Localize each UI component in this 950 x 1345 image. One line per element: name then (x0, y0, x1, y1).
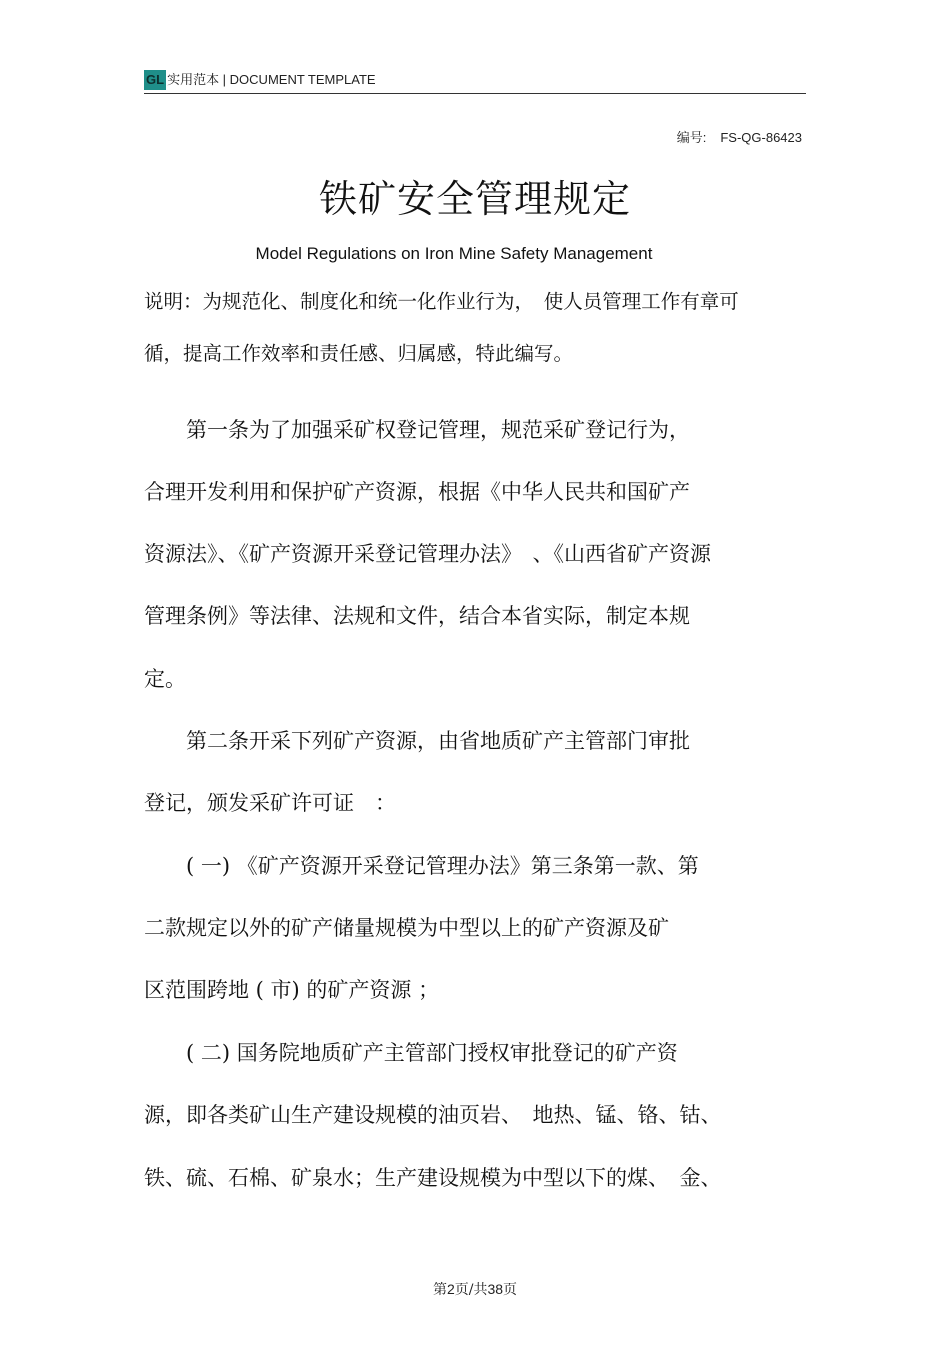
body-line-4: 合理开发利用和保护矿产资源，根据《中华人民共和国矿产 (144, 480, 690, 504)
body-line-10: ( 一) 《矿产资源开采登记管理办法》第三条第一款、第 (144, 854, 699, 878)
footer-suffix: 页 (503, 1282, 518, 1298)
body-line-8: 第二条开采下列矿产资源，由省地质矿产主管部门审批 (144, 729, 690, 753)
body-line-11: 二款规定以外的矿产储量规模为中型以上的矿产资源及矿 (144, 916, 669, 940)
body-line-13: ( 二) 国务院地质矿产主管部门授权审批登记的矿产资 (144, 1041, 678, 1065)
footer-total-pages: 38 (487, 1281, 504, 1297)
body-line-1: 说明：为规范化、制度化和统一化作业行为， 使人员管理工作有章可 (144, 290, 739, 313)
gl-logo: GL (144, 70, 166, 90)
page-header (144, 70, 806, 94)
footer-page-number: 2 (446, 1281, 455, 1297)
document-title: 铁矿安全管理规定 (318, 177, 631, 221)
body-line-7: 定。 (144, 667, 186, 691)
document-number-value: FS-QG-86423 (720, 130, 802, 145)
body-line-15: 铁、硫、石棉、矿泉水；生产建设规模为中型以下的煤、 金、 (144, 1166, 722, 1190)
body-line-2: 循，提高工作效率和责任感、归属感，特此编写。 (144, 342, 574, 365)
body-line-12: 区范围跨地 ( 市) 的矿产资源 ； (144, 978, 440, 1002)
body-line-3: 第一条为了加强采矿权登记管理，规范采矿登记行为， (144, 418, 690, 442)
document-number-label: 编号: (676, 130, 707, 145)
page-footer (0, 1279, 950, 1299)
footer-mid: 页/共 (454, 1282, 488, 1298)
footer-prefix: 第 (432, 1282, 447, 1298)
body-line-14: 源，即各类矿山生产建设规模的油页岩、 地热、锰、铬、钴、 (144, 1103, 722, 1127)
body-line-9: 登记，颁发采矿许可证 ： (144, 791, 396, 815)
document-subtitle: Model Regulations on Iron Mine Safety Management (255, 244, 653, 263)
body-line-6: 管理条例》等法律、法规和文件，结合本省实际，制定本规 (144, 604, 690, 628)
header-label: 实用范本 | DOCUMENT TEMPLATE (167, 72, 376, 87)
body-line-5: 资源法》、《矿产资源开采登记管理办法》 、《山西省矿产资源 (144, 542, 711, 566)
document-number (677, 127, 802, 146)
